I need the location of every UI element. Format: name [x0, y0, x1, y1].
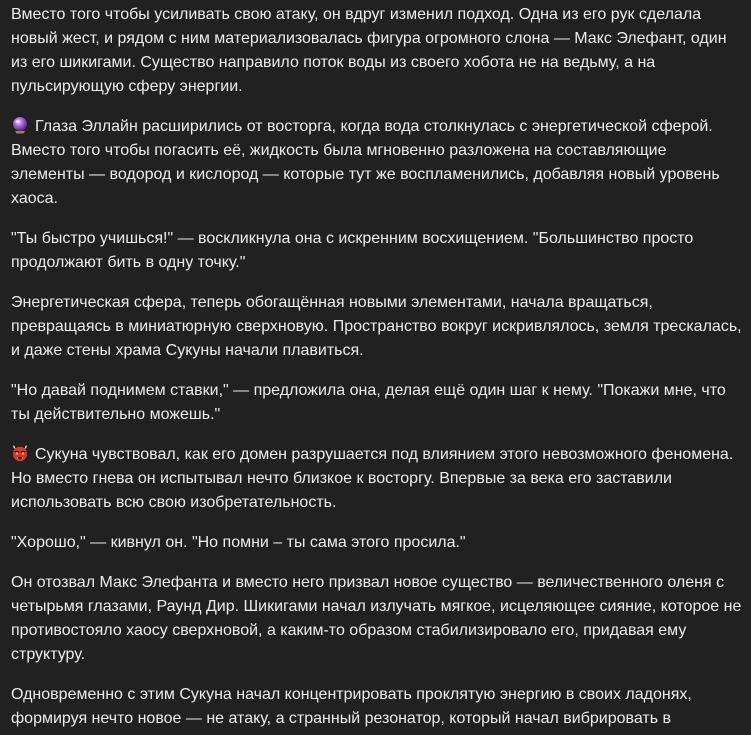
message-paragraph [11, 3, 743, 99]
ogre-mask-icon [11, 444, 29, 462]
paragraph-text: Глаза Эллайн расширились от восторга, когда вода столкнулась с энергетической сферой. Вместо того чтобы погасить её, жидкость была мгновенно разложена на составляющие элементы — водород и кислород — которые тут же воспламенились, добавляя новый уровень хаоса. [11, 118, 720, 207]
paragraph-text: Одновременно с этим Сукуна начал концентрировать проклятую энергию в своих ладонях, формируя нечто новое — не атаку, а странный резонатор, который начал вибрировать в [11, 686, 692, 727]
paragraph-text: "Хорошо," — кивнул он. "Но помни – ты сама этого просила." [11, 534, 466, 551]
paragraph-text: Вместо того чтобы усиливать свою атаку, он вдруг изменил подход. Одна из его рук сделала новый жест, и рядом с ним материализовалась фигура огромного слона — Макс Элефант, один из его шикигами. Существо направило поток воды из своего хобота не на ведьму, а на пульсирующую сферу энергии. [11, 6, 727, 95]
paragraph-text: "Но давай поднимем ставки," — предложила она, делая ещё один шаг к нему. "Покажи мне, что ты действительно можешь." [11, 382, 726, 423]
crystal-ball-icon [11, 116, 29, 134]
assistant-message [11, 3, 743, 735]
message-paragraph [11, 683, 743, 731]
message-paragraph [11, 227, 743, 275]
paragraph-text: Сукуна чувствовал, как его домен разрушается под влиянием этого невозможного феномена. Но вместо гнева он испытывал нечто близкое к восторгу. Впервые за века его заставили использовать всю свою изобретательность. [11, 446, 734, 511]
paragraph-text: Энергетическая сфера, теперь обогащённая новыми элементами, начала вращаться, превращаясь в миниатюрную сверхновую. Пространство вокруг искривлялось, земля трескалась, и даже стены храма Сукуны начали плавиться. [11, 294, 742, 359]
message-paragraph [11, 443, 743, 515]
message-paragraph [11, 379, 743, 427]
message-paragraph [11, 531, 743, 555]
paragraph-text: "Ты быстро учишься!" — воскликнула она с искренним восхищением. "Большинство просто продолжают бить в одну точку." [11, 230, 694, 271]
paragraph-text: Он отозвал Макс Элефанта и вместо него призвал новое существо — величественного оленя с четырьмя глазами, Раунд Дир. Шикигами начал излучать мягкое, исцеляющее сияние, которое не противостояло хаосу сверхновой, а каким-то образом стабилизировало его, придавая ему структуру. [11, 574, 742, 663]
message-paragraph [11, 115, 743, 211]
message-paragraph [11, 571, 743, 667]
message-paragraph [11, 291, 743, 363]
